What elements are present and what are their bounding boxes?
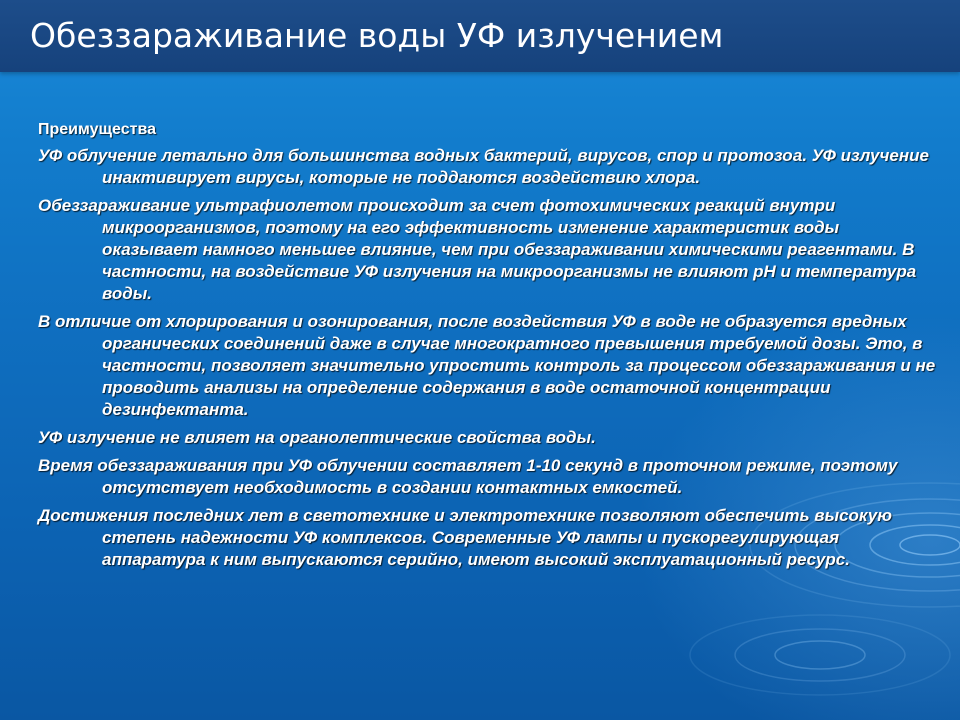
advantage-paragraph-4: УФ излучение не влияет на органолептические свойства воды. bbox=[38, 428, 596, 447]
advantage-paragraph-2: Обеззараживание ультрафиолетом происходит за счет фотохимических реакций внутри микроорганизмов, поэтому на его эффективность изменение характеристик воды оказывает намного меньшее влияние, чем при обеззараживании химическими реагентами. В частности, на воздействие УФ излучения на микроорганизмы не влияют pH и температура воды. bbox=[38, 196, 917, 303]
advantage-paragraph-5: Время обеззараживания при УФ облучении составляет 1-10 секунд в проточном режиме, поэтому отсутствует необходимость в создании контактных емкостей. bbox=[38, 456, 898, 497]
advantages-heading: Преимущества bbox=[38, 121, 156, 138]
advantage-paragraph-6: Достижения последних лет в светотехнике и электротехнике позволяют обеспечить высокую степень надежности УФ комплексов. Современные УФ лампы и пускорегулирующая аппаратура к ним выпускаются серийно, имеют высокий эксплуатационный ресурс. bbox=[38, 506, 892, 569]
advantage-paragraph-1: УФ облучение летально для большинства водных бактерий, вирусов, спор и протозоа. УФ излучение инактивирует вирусы, которые не поддаются воздействию хлора. bbox=[38, 146, 929, 187]
slide-content bbox=[38, 119, 938, 577]
advantage-paragraph-3: В отличие от хлорирования и озонирования, после воздействия УФ в воде не образуется вредных органических соединений даже в случае многократного превышения требуемой дозы. Это, в частности, позволяет значительно упростить контроль за процессом обеззараживания и не проводить анализы на определение содержания в воде остаточной концентрации дезинфектанта. bbox=[38, 312, 936, 419]
title-bar bbox=[0, 0, 960, 72]
slide-title: Обеззараживание воды УФ излучением bbox=[30, 16, 724, 55]
